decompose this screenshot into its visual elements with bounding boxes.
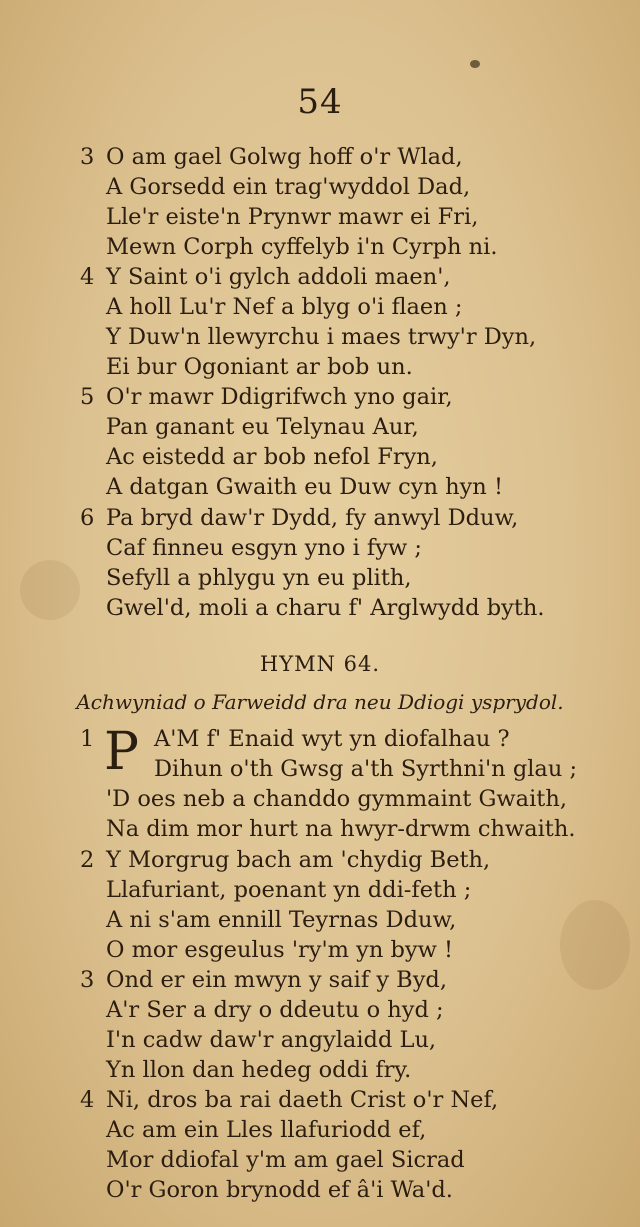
stanza-number: 4 <box>80 1087 95 1113</box>
stanza-number: 4 <box>80 264 95 290</box>
stanza-number: 3 <box>80 144 95 170</box>
ink-spot <box>470 60 480 68</box>
verse-line: Ond er ein mwyn y saif y Byd, <box>106 967 447 993</box>
stanza-number: 6 <box>80 505 95 531</box>
page-number: 54 <box>297 82 343 122</box>
stanza-2 <box>80 845 600 965</box>
verse-line: I'n cadw daw'r angylaidd Lu, <box>106 1027 437 1053</box>
verse-line: O'r mawr Ddigrifwch yno gair, <box>106 384 453 410</box>
verse-line: Dihun o'th Gwsg a'th Syrthni'n glau ; <box>154 756 578 782</box>
verse-line: Ni, dros ba rai daeth Crist o'r Nef, <box>106 1087 499 1113</box>
stanza-6-prev <box>80 503 600 623</box>
stanza-5-prev <box>80 382 600 502</box>
verse-line: A ni s'am ennill Teyrnas Dduw, <box>106 907 457 933</box>
stanza-3-prev <box>80 142 600 262</box>
hymn-title: HYMN 64. <box>259 652 381 676</box>
verse-line: O mor esgeulus 'ry'm yn byw ! <box>106 937 454 963</box>
stanza-number: 5 <box>80 384 95 410</box>
paper-stain <box>20 560 80 620</box>
verse-line: A'r Ser a dry o ddeutu o hyd ; <box>106 997 444 1023</box>
verse-line: Ac eistedd ar bob nefol Fryn, <box>106 444 438 470</box>
stanza-1 <box>80 724 600 844</box>
verse-line: Y Morgrug bach am 'chydig Beth, <box>106 847 491 873</box>
stanza-4-prev <box>80 262 600 382</box>
verse-line: Y Duw'n llewyrchu i maes trwy'r Dyn, <box>106 324 537 350</box>
verse-line: Mewn Corph cyffelyb i'n Cyrph ni. <box>106 234 498 260</box>
verse-line: Pan ganant eu Telynau Aur, <box>106 414 419 440</box>
stanza-number: 2 <box>80 847 95 873</box>
verse-line: A Gorsedd ein trag'wyddol Dad, <box>106 174 471 200</box>
verse-line: 'D oes neb a chanddo gymmaint Gwaith, <box>106 786 567 812</box>
verse-line: A'M f' Enaid wyt yn diofalhau ? <box>154 726 510 752</box>
stanza-3 <box>80 965 600 1085</box>
verse-line: O'r Goron brynodd ef â'i Wa'd. <box>106 1177 453 1203</box>
verse-line: A datgan Gwaith eu Duw cyn hyn ! <box>106 474 503 500</box>
hymn-subtitle: Achwyniad o Farweidd dra neu Ddiogi ysprydol. <box>76 690 564 714</box>
verse-line: Ac am ein Lles llafuriodd ef, <box>106 1117 427 1143</box>
verse-line: Ei bur Ogoniant ar bob un. <box>106 354 413 380</box>
stanza-number: 3 <box>80 967 95 993</box>
verse-line: Sefyll a phlygu yn eu plith, <box>106 565 412 591</box>
stanza-number: 1 <box>80 726 95 752</box>
stanza-4 <box>80 1085 600 1205</box>
verse-line: Y Saint o'i gylch addoli maen', <box>106 264 451 290</box>
verse-line: A holl Lu'r Nef a blyg o'i flaen ; <box>106 294 463 320</box>
verse-line: O am gael Golwg hoff o'r Wlad, <box>106 144 463 170</box>
verse-line: Mor ddiofal y'm am gael Sicrad <box>106 1147 465 1173</box>
verse-line: Gwel'd, moli a charu f' Arglwydd byth. <box>106 595 545 621</box>
drop-cap: P <box>104 722 139 782</box>
verse-line: Caf finneu esgyn yno i fyw ; <box>106 535 422 561</box>
verse-line: Llafuriant, poenant yn ddi-feth ; <box>106 877 472 903</box>
verse-line: Pa bryd daw'r Dydd, fy anwyl Dduw, <box>106 505 519 531</box>
verse-line: Yn llon dan hedeg oddi fry. <box>106 1057 412 1083</box>
verse-line: Lle'r eiste'n Prynwr mawr ei Fri, <box>106 204 479 230</box>
verse-line: Na dim mor hurt na hwyr-drwm chwaith. <box>106 816 576 842</box>
